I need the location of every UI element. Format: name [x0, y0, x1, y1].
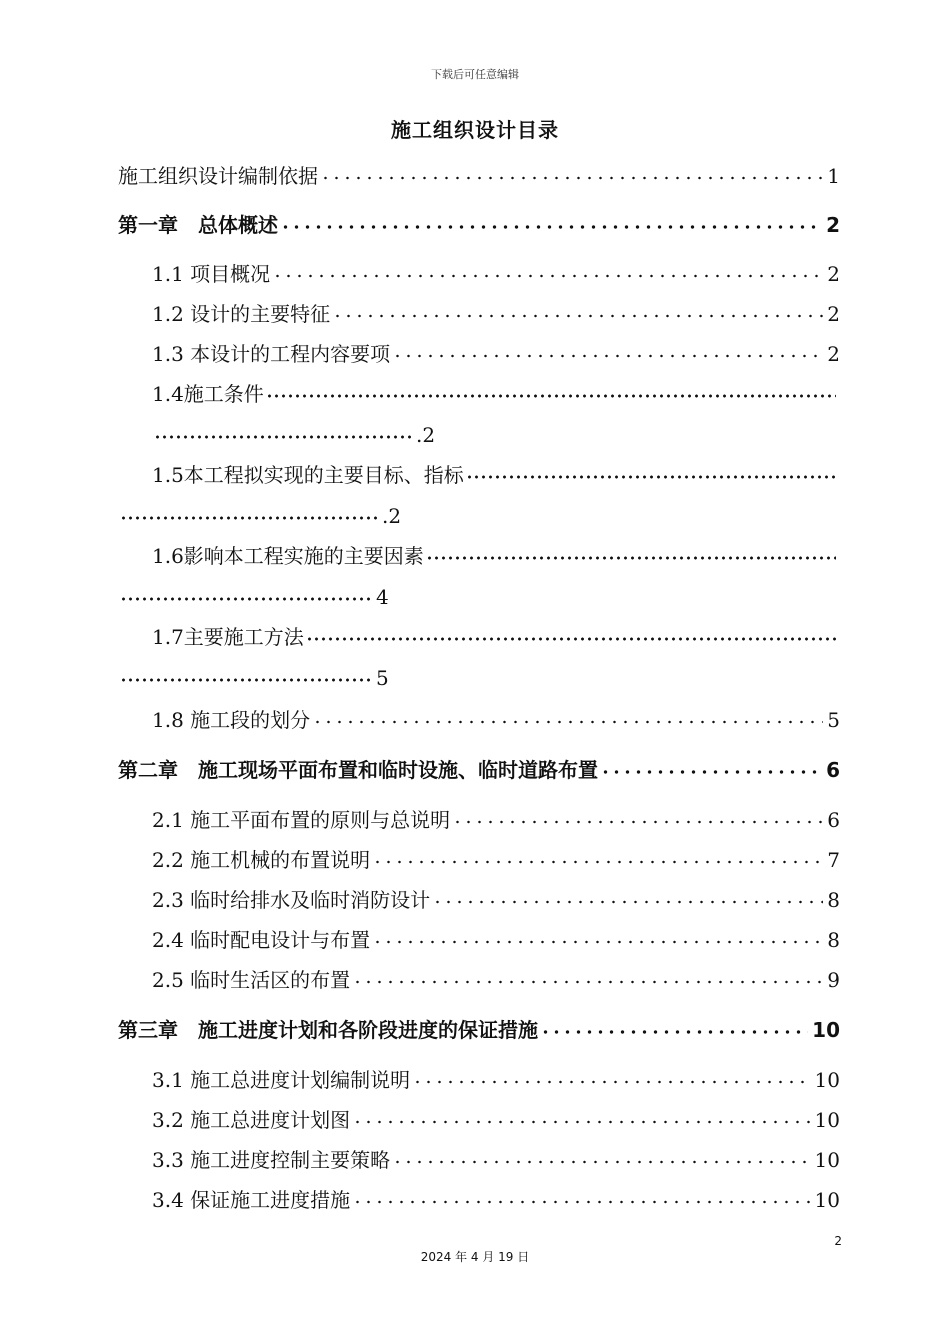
dot-leader — [426, 552, 836, 564]
footer-date: 2024 年 4 月 19 日 — [420, 1250, 530, 1264]
dot-leader — [306, 633, 836, 645]
toc-entry-1-4-continuation[interactable] — [152, 420, 435, 450]
toc-page-number: .2 — [382, 504, 402, 528]
toc-entry-text: 1.4施工条件 — [152, 382, 264, 406]
toc-chapter-2[interactable] — [118, 755, 840, 785]
dot-leader — [600, 766, 822, 778]
toc-entry-1-5[interactable] — [152, 460, 840, 490]
toc-entry-text: 2.4 临时配电设计与布置 — [152, 928, 371, 952]
toc-entry-1-7[interactable] — [152, 622, 840, 652]
dot-leader — [452, 816, 823, 828]
toc-entry-1-6[interactable] — [152, 541, 840, 571]
toc-entry-text: 3.2 施工总进度计划图 — [152, 1108, 351, 1132]
toc-entry-1-6-continuation[interactable] — [118, 582, 389, 612]
dot-leader — [120, 593, 372, 605]
toc-entry-1-5-continuation[interactable] — [118, 501, 401, 531]
toc-page-number: 10 — [814, 1108, 840, 1132]
toc-entry-text: 第二章 施工现场平面布置和临时设施、临时道路布置 — [118, 758, 598, 782]
dot-leader — [332, 310, 823, 322]
toc-entry-2-5[interactable] — [152, 965, 840, 995]
toc-entry-text: 1.1 项目概况 — [152, 262, 271, 286]
toc-page-number: 6 — [826, 758, 840, 782]
toc-entry-text: 3.4 保证施工进度措施 — [152, 1188, 351, 1212]
toc-page-number: 5 — [376, 666, 389, 690]
toc-page-number: 10 — [814, 1068, 840, 1092]
toc-page-number: 2 — [827, 302, 840, 326]
dot-leader — [154, 431, 412, 443]
dot-leader — [372, 856, 823, 868]
toc-entry-1-2[interactable] — [152, 299, 840, 329]
toc-entry-text: 2.3 临时给排水及临时消防设计 — [152, 888, 431, 912]
toc-entry-text: 2.2 施工机械的布置说明 — [152, 848, 371, 872]
toc-entry-text: 1.5本工程拟实现的主要目标、指标 — [152, 463, 464, 487]
dot-leader — [540, 1026, 808, 1038]
dot-leader — [392, 1156, 810, 1168]
dot-leader — [466, 471, 836, 483]
toc-entry-text: 1.6影响本工程实施的主要因素 — [152, 544, 424, 568]
toc-page-number: 5 — [827, 708, 840, 732]
toc-page-number: 2 — [827, 342, 840, 366]
toc-page-number: 4 — [376, 585, 389, 609]
dot-leader — [272, 270, 823, 282]
toc-entry-text: 2.5 临时生活区的布置 — [152, 968, 351, 992]
dot-leader — [432, 896, 823, 908]
toc-entry-text: 1.7主要施工方法 — [152, 625, 304, 649]
toc-chapter-1[interactable] — [118, 210, 840, 240]
dot-leader — [412, 1076, 810, 1088]
toc-chapter-3[interactable] — [118, 1015, 840, 1045]
toc-page-number: 1 — [827, 164, 840, 188]
dot-leader — [352, 1196, 810, 1208]
dot-leader — [120, 512, 378, 524]
dot-leader — [352, 1116, 810, 1128]
dot-leader — [372, 936, 823, 948]
toc-entry-text: 第三章 施工进度计划和各阶段进度的保证措施 — [118, 1018, 538, 1042]
toc-entry-1-3[interactable] — [152, 339, 840, 369]
toc-page-number: 8 — [827, 928, 840, 952]
dot-leader — [312, 716, 823, 728]
dot-leader — [320, 172, 823, 184]
dot-leader — [120, 674, 372, 686]
toc-entry-3-1[interactable] — [152, 1065, 840, 1095]
toc-entry-text: 第一章 总体概述 — [118, 213, 278, 237]
toc-entry-basis[interactable] — [118, 161, 840, 191]
toc-entry-text: 1.2 设计的主要特征 — [152, 302, 331, 326]
toc-entry-2-4[interactable] — [152, 925, 840, 955]
toc-page-number: 10 — [814, 1148, 840, 1172]
document-title: 施工组织设计目录 — [391, 118, 559, 142]
page-number: 2 — [834, 1234, 842, 1248]
toc-entry-text: 1.8 施工段的划分 — [152, 708, 311, 732]
toc-page-number: 2 — [827, 262, 840, 286]
dot-leader — [352, 976, 823, 988]
toc-entry-1-1[interactable] — [152, 259, 840, 289]
dot-leader — [266, 390, 836, 402]
toc-page-number: 9 — [827, 968, 840, 992]
toc-page-number: .2 — [416, 423, 436, 447]
toc-entry-1-8[interactable] — [152, 705, 840, 735]
toc-entry-2-3[interactable] — [152, 885, 840, 915]
toc-entry-3-2[interactable] — [152, 1105, 840, 1135]
header-note: 下载后可任意编辑 — [431, 68, 519, 81]
toc-page-number: 10 — [814, 1188, 840, 1212]
toc-page-number: 10 — [812, 1018, 840, 1042]
toc-entry-2-2[interactable] — [152, 845, 840, 875]
toc-entry-text: 2.1 施工平面布置的原则与总说明 — [152, 808, 451, 832]
toc-entry-text: 3.1 施工总进度计划编制说明 — [152, 1068, 411, 1092]
toc-entry-1-7-continuation[interactable] — [118, 663, 389, 693]
toc-entry-text: 施工组织设计编制依据 — [118, 164, 318, 188]
toc-entry-text: 1.3 本设计的工程内容要项 — [152, 342, 391, 366]
toc-page-number: 7 — [827, 848, 840, 872]
toc-entry-3-4[interactable] — [152, 1185, 840, 1215]
toc-entry-text: 3.3 施工进度控制主要策略 — [152, 1148, 391, 1172]
dot-leader — [392, 350, 823, 362]
toc-page-number: 2 — [826, 213, 840, 237]
toc-entry-1-4[interactable] — [152, 379, 840, 409]
toc-entry-3-3[interactable] — [152, 1145, 840, 1175]
toc-entry-2-1[interactable] — [152, 805, 840, 835]
toc-page-number: 6 — [827, 808, 840, 832]
dot-leader — [280, 221, 822, 233]
toc-page-number: 8 — [827, 888, 840, 912]
